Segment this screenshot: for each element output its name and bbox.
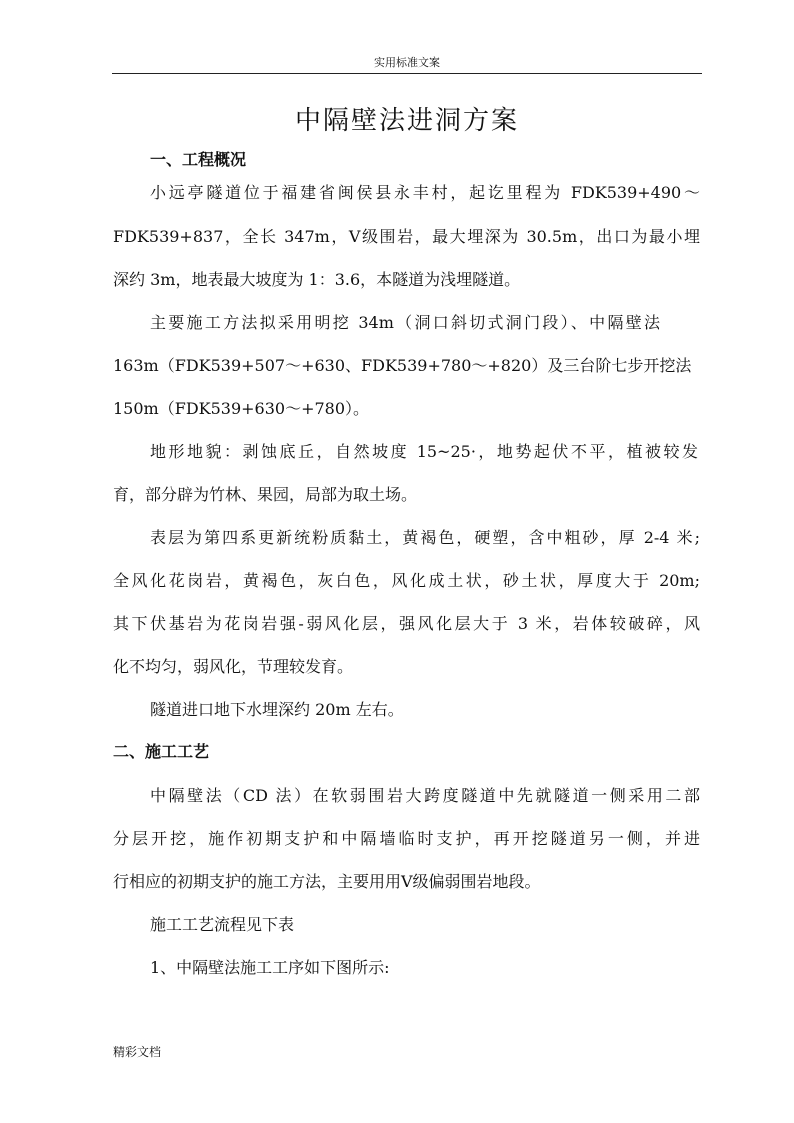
paragraph-line: 表层为第四系更新统粉质黏土，黄褐色，硬塑，含中粗砂，厚 2-4 米; xyxy=(150,528,700,547)
paragraph-line: 主要施工方法拟采用明挖 34m（洞口斜切式洞门段）、中隔壁法 xyxy=(150,313,660,332)
paragraph-line: 行相应的初期支护的施工方法，主要用用Ⅴ级偏弱围岩地段。 xyxy=(113,872,541,891)
paragraph-line: 全风化花岗岩，黄褐色，灰白色，风化成土状，砂土状，厚度大于 20m; xyxy=(113,571,700,590)
paragraph-line: 中隔壁法（CD 法）在软弱围岩大跨度隧道中先就隧道一侧采用二部 xyxy=(150,786,700,805)
paragraph-line: 其下伏基岩为花岗岩强-弱风化层，强风化层大于 3 米，岩体较破碎，风 xyxy=(113,614,700,633)
document-title: 中隔壁法进洞方案 xyxy=(294,106,519,136)
paragraph-line: 隧道进口地下水埋深约 20m 左右。 xyxy=(150,700,404,719)
paragraph-line: 育，部分辟为竹林、果园，局部为取土场。 xyxy=(113,485,418,504)
section-heading-process: 二、施工工艺 xyxy=(113,742,210,761)
page-footer: 精彩文档 xyxy=(113,1045,162,1059)
paragraph-line: 分层开挖，施作初期支护和中隔墙临时支护，再开挖隧道另一侧，并进 xyxy=(113,829,700,848)
list-item: 1、中隔壁法施工工序如下图所示: xyxy=(150,958,390,977)
paragraph-line: 150m（FDK539+630～+780）。 xyxy=(113,399,370,418)
paragraph-line: 小远亭隧道位于福建省闽侯县永丰村，起讫里程为 FDK539+490～ xyxy=(150,183,700,202)
section-heading-overview: 一、工程概况 xyxy=(150,150,247,169)
paragraph-line: 地形地貌：剥蚀底丘，自然坡度 15~25·，地势起伏不平，植被较发 xyxy=(150,442,698,461)
paragraph-line: 深约 3m，地表最大坡度为 1：3.6，本隧道为浅埋隧道。 xyxy=(113,270,521,289)
header-divider xyxy=(112,73,702,74)
paragraph-line: 施工工艺流程见下表 xyxy=(150,915,295,934)
paragraph-line: FDK539+837，全长 347m，Ⅴ级围岩，最大埋深为 30.5m，出口为最小埋 xyxy=(113,227,700,246)
paragraph-line: 163m（FDK539+507～+630、FDK539+780～+820）及三台阶七步开挖法 xyxy=(113,356,692,375)
page-header: 实用标准文案 xyxy=(374,56,440,69)
paragraph-line: 化不均匀，弱风化，节理较发育。 xyxy=(113,657,354,676)
